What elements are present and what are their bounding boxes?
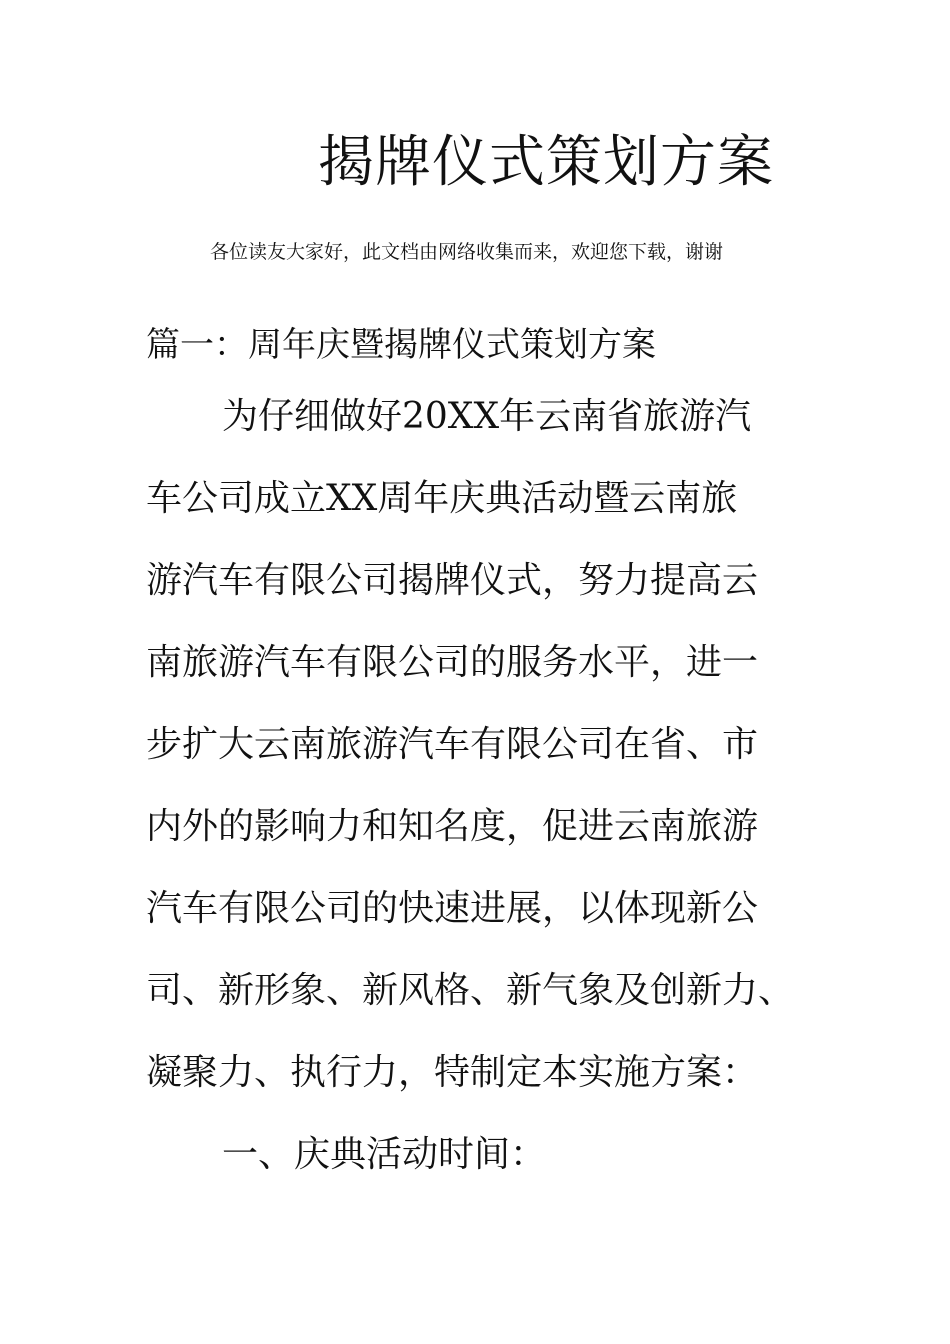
- body-line-8: 司、新形象、新风格、新气象及创新力、: [146, 970, 795, 1011]
- body-line-5: 步扩大云南旅游汽车有限公司在省、市: [146, 724, 759, 765]
- section-heading: 篇一：周年庆暨揭牌仪式策划方案: [146, 325, 656, 365]
- body-line-7: 汽车有限公司的快速进展，以体现新公: [146, 888, 759, 929]
- body-line-3: 游汽车有限公司揭牌仪式，努力提高云: [146, 560, 759, 601]
- download-notice: 各位读友大家好，此文档由网络收集而来，欢迎您下载，谢谢: [210, 241, 724, 263]
- document-title: 揭牌仪式策划方案: [318, 130, 774, 195]
- body-line-6: 内外的影响力和知名度，促进云南旅游: [146, 806, 759, 847]
- subheading: 一、庆典活动时间：: [222, 1134, 547, 1175]
- body-line-9: 凝聚力、执行力，特制定本实施方案：: [146, 1052, 759, 1093]
- body-line-1: 为仔细做好20XX年云南省旅游汽: [222, 396, 752, 437]
- body-line-2: 车公司成立XX周年庆典活动暨云南旅: [146, 478, 738, 519]
- body-line-4: 南旅游汽车有限公司的服务水平，进一: [146, 642, 759, 683]
